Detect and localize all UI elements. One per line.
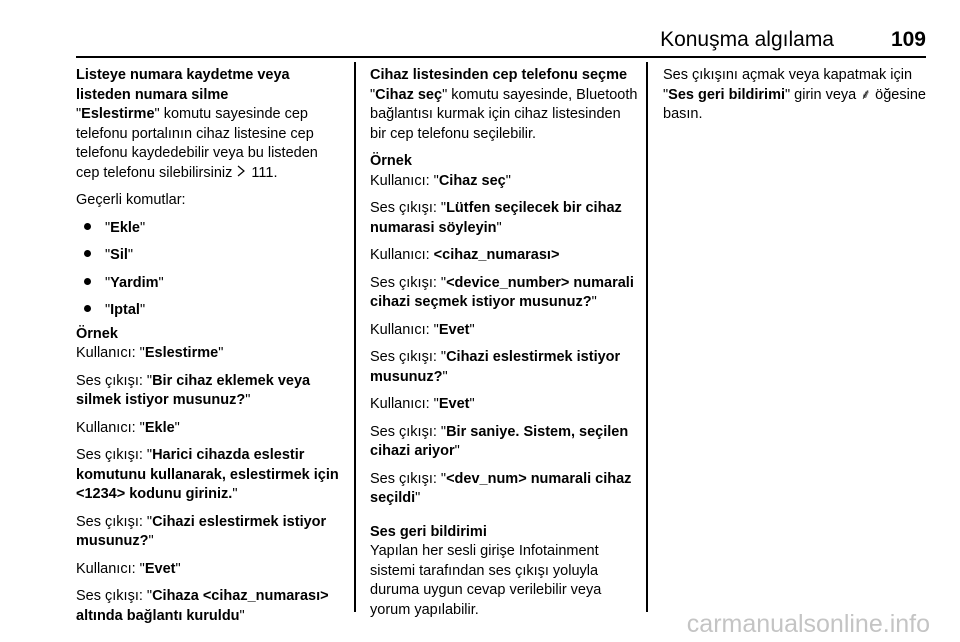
example-heading: Örnek	[370, 153, 412, 169]
intro-paragraph: "Cihaz seç" komutu sayesinde, Bluetooth bağlantısı kurmak için cihaz listesinden bir cep telefonu seçilebilir.	[370, 86, 638, 142]
bullet-icon	[84, 278, 91, 285]
section-heading: Listeye numara kaydetme veya listeden numara silme	[76, 67, 290, 103]
section-heading: Ses geri bildirimi	[370, 523, 487, 540]
dialog-line: Ses çıkışı: "<dev_num> numarali cihaz seçildi"	[370, 470, 632, 506]
bullet-icon	[84, 305, 91, 312]
dialog-line: Ses çıkışı: "Cihazi eslestirmek istiyor musunuz?"	[370, 349, 621, 385]
page-title: Konuşma algılama	[660, 28, 834, 51]
dialog-line: Ses çıkışı: "Harici cihazda eslestir komutunu kullanarak, eslestirmek için <1234> kodunu giriniz."	[76, 447, 339, 502]
feedback-paragraph: Yapılan her sesli girişe Infotainment sistemi tarafından ses çıkışı yoluyla duruma uygun cevap verilebilir veya yorum yapılabilir.	[370, 543, 602, 618]
column-3	[663, 66, 929, 133]
dialog-line: Ses çıkışı: "Bir cihaz eklemek veya silmek istiyor musunuz?"	[76, 372, 311, 408]
column-2	[370, 66, 638, 628]
command: Cihaz seç	[375, 86, 443, 103]
column-divider	[354, 62, 356, 612]
column-divider	[646, 62, 648, 612]
dialog-line: Ses çıkışı: "Cihazi eslestirmek istiyor musunuz?"	[76, 513, 327, 549]
list-item: "Iptal"	[84, 301, 344, 321]
command-list	[76, 219, 344, 321]
dialog-line: Ses çıkışı: "<device_number> numarali cihazi seçmek istiyor musunuz?"	[370, 274, 634, 310]
page-header	[76, 0, 926, 56]
dialog-line: Kullanıcı: "Cihaz seç"	[370, 172, 511, 189]
valid-commands-label: Geçerli komutlar:	[76, 192, 186, 208]
header-rule	[76, 56, 926, 58]
dialog-line: Ses çıkışı: "Cihaza <cihaz_numarası> altında bağlantı kuruldu"	[76, 588, 329, 624]
dialog-line: Kullanıcı: "Ekle"	[76, 419, 180, 436]
feedback-instruction: Ses çıkışını açmak veya kapatmak için "Ses geri bildirimi" girin veya ⸙ öğesine basın.	[663, 67, 926, 122]
list-item: "Sil"	[84, 246, 344, 266]
dialog-line: Kullanıcı: "Evet"	[370, 321, 475, 338]
dialog-line: Kullanıcı: "Evet"	[370, 396, 475, 412]
dialog-line: Kullanıcı: <cihaz_numarası>	[370, 247, 560, 263]
dialog-line: Ses çıkışı: "Lütfen seçilecek bir cihaz numarasi söyleyin"	[370, 200, 622, 236]
column-1	[76, 66, 344, 634]
intro-paragraph: "Eslestirme" komutu sayesinde cep telefonu portalının cihaz listesine cep telefonu kaydedebilir veya bu listeden cep telefonu silebilirsiniz 111.	[76, 105, 344, 183]
page-ref-icon	[236, 164, 247, 184]
example-heading: Örnek	[76, 325, 118, 342]
watermark: carmanualsonline.info	[686, 610, 930, 638]
dialog-line: Kullanıcı: "Eslestirme"	[76, 345, 224, 361]
command: Ses geri bildirimi	[668, 86, 785, 103]
dialog-line: Kullanıcı: "Evet"	[76, 560, 181, 577]
section-heading: Cihaz listesinden cep telefonu seçme	[370, 67, 628, 83]
page-number: 109	[890, 28, 926, 51]
bullet-icon	[84, 250, 91, 257]
dialog-line: Ses çıkışı: "Bir saniye. Sistem, seçilen cihazi ariyor"	[370, 423, 629, 459]
list-item: "Ekle"	[84, 219, 344, 239]
list-item: "Yardim"	[84, 274, 344, 294]
command: Eslestirme	[81, 106, 155, 122]
bullet-icon	[84, 223, 91, 230]
voice-control-icon: ⸙	[860, 86, 872, 103]
